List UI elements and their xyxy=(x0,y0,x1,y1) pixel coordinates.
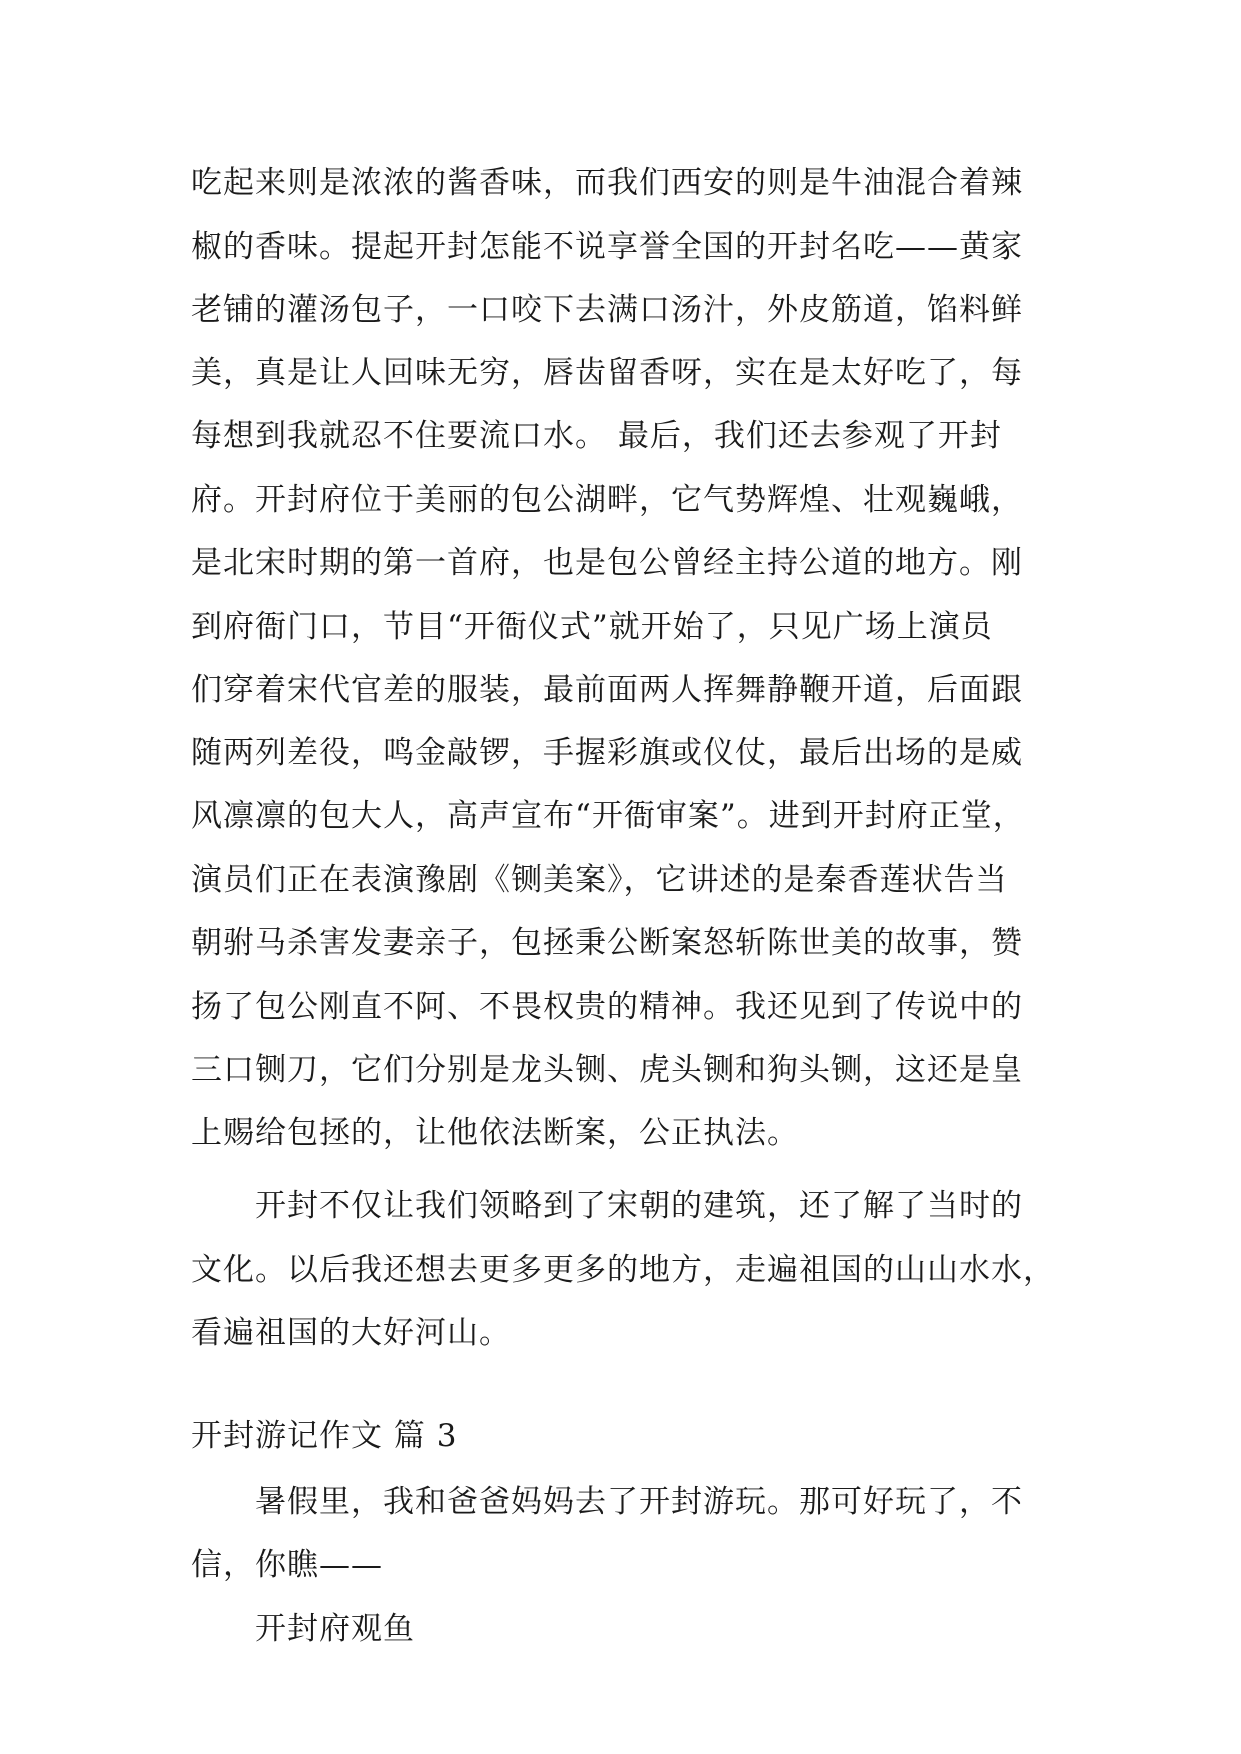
text-line: 随两列差役，鸣金敲锣，手握彩旗或仪仗，最后出场的是威 xyxy=(191,735,1023,771)
text-line: 美，真是让人回味无穷，唇齿留香呀，实在是太好吃了，每 xyxy=(191,355,1023,391)
text-line: 府。开封府位于美丽的包公湖畔，它气势辉煌、壮观巍峨， xyxy=(191,482,1023,518)
text-line: 信，你瞧—— xyxy=(191,1547,383,1583)
section-heading: 开封游记作文 篇 3 xyxy=(191,1418,458,1454)
text-line: 文化。以后我还想去更多更多的地方，走遍祖国的山山水水， xyxy=(191,1252,1055,1288)
text-line: 三口铡刀，它们分别是龙头铡、虎头铡和狗头铡，这还是皇 xyxy=(191,1052,1023,1088)
text-line: 扬了包公刚直不阿、不畏权贵的精神。我还见到了传说中的 xyxy=(191,989,1023,1025)
text-line: 暑假里，我和爸爸妈妈去了开封游玩。那可好玩了，不 xyxy=(191,1484,1023,1520)
text-line: 朝驸马杀害发妻亲子，包拯秉公断案怒斩陈世美的故事，赞 xyxy=(191,925,1023,961)
text-line: 椒的香味。提起开封怎能不说享誉全国的开封名吃——黄家 xyxy=(191,229,1023,265)
text-line: 到府衙门口，节目“开衙仪式”就开始了，只见广场上演员 xyxy=(191,609,993,645)
text-line: 是北宋时期的第一首府，也是包公曾经主持公道的地方。刚 xyxy=(191,545,1023,581)
text-line: 演员们正在表演豫剧《铡美案》，它讲述的是秦香莲状告当 xyxy=(191,862,1008,898)
text-line: 吃起来则是浓浓的酱香味，而我们西安的则是牛油混合着辣 xyxy=(191,165,1023,201)
text-line: 每想到我就忍不住要流口水。 最后，我们还去参观了开封 xyxy=(191,418,1002,454)
text-line: 风凛凛的包大人，高声宣布“开衙审案”。进到开封府正堂， xyxy=(191,798,1025,834)
text-line: 们穿着宋代官差的服装，最前面两人挥舞静鞭开道，后面跟 xyxy=(191,672,1023,708)
text-line: 上赐给包拯的，让他依法断案，公正执法。 xyxy=(191,1115,799,1151)
text-line: 老铺的灌汤包子，一口咬下去满口汤汁，外皮筋道，馅料鲜 xyxy=(191,292,1023,328)
text-line: 看遍祖国的大好河山。 xyxy=(191,1315,511,1351)
text-line: 开封不仅让我们领略到了宋朝的建筑，还了解了当时的 xyxy=(191,1188,1023,1224)
subheading-line: 开封府观鱼 xyxy=(191,1611,415,1647)
